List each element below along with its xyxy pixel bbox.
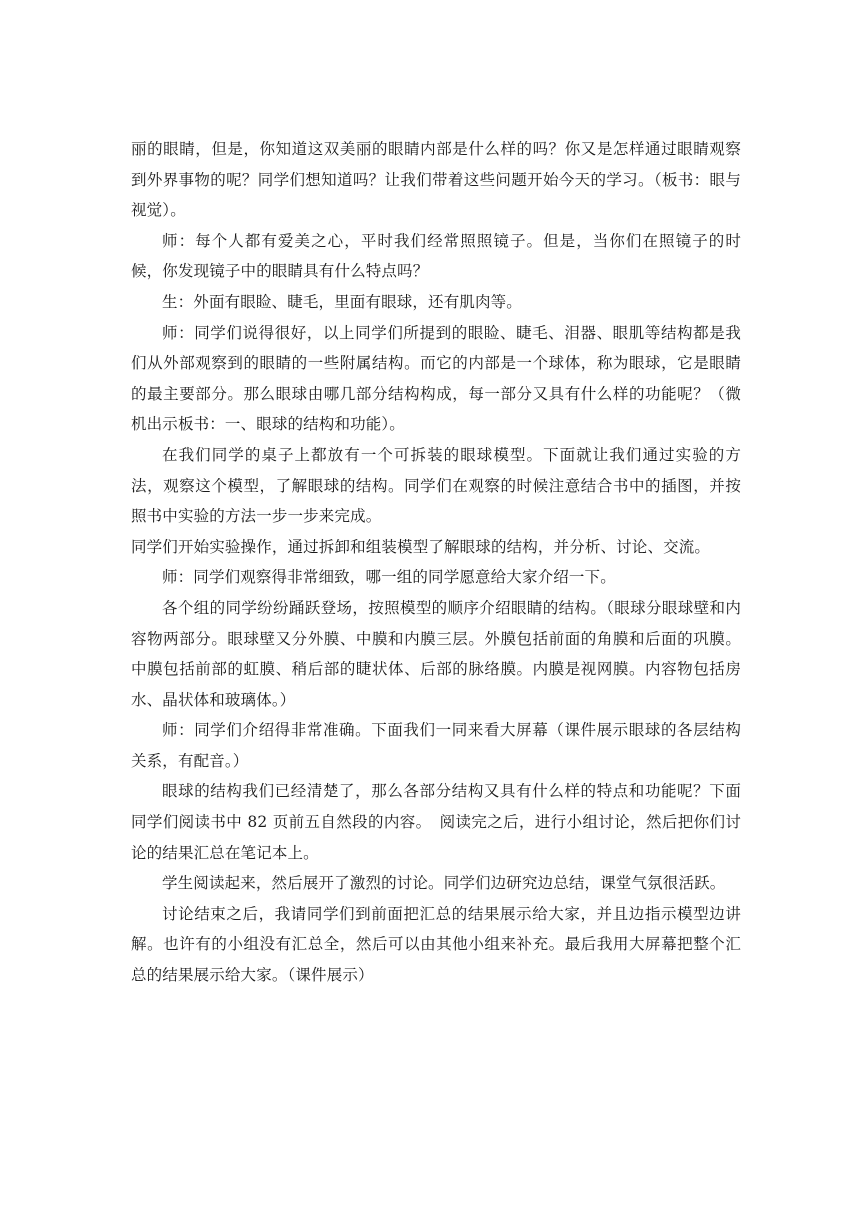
paragraph-9: 师：同学们介绍得非常准确。下面我们一同来看大屏幕（课件展示眼球的各层结构关系，有配音。） bbox=[131, 721, 741, 770]
paragraph-10: 眼球的结构我们已经清楚了，那么各部分结构又具有什么样的特点和功能呢？下面同学们阅读书中 82 页前五自然段的内容。 阅读完之后，进行小组讨论，然后把你们讨论的结果汇总在笔记本上。 bbox=[131, 782, 741, 862]
paragraph-8: 各个组的同学纷纷踊跃登场，按照模型的顺序介绍眼睛的结构。（眼球分眼球壁和内容物两部分。眼球壁又分外膜、中膜和内膜三层。外膜包括前面的角膜和后面的巩膜。中膜包括前部的虹膜、稍后部的睫状体、后部的脉络膜。内膜是视网膜。内容物包括房水、晶状体和玻璃体。） bbox=[131, 598, 741, 709]
paragraph-7: 师：同学们观察得非常细致，哪一组的同学愿意给大家介绍一下。 bbox=[162, 568, 616, 587]
paragraph-2: 师：每个人都有爱美之心，平时我们经常照照镜子。但是，当你们在照镜子的时候，你发现镜子中的眼睛具有什么特点吗？ bbox=[131, 231, 741, 281]
paragraph-1: 丽的眼睛，但是，你知道这双美丽的眼睛内部是什么样的吗？你又是怎样通过眼睛观察到外界事物的呢？同学们想知道吗？让我们带着这些问题开始今天的学习。（板书：眼与视觉）。 bbox=[131, 140, 741, 220]
document-page bbox=[131, 134, 741, 991]
paragraph-4: 师：同学们说得很好，以上同学们所提到的眼睑、睫毛、泪器、眼肌等结构都是我们从外部观察到的眼睛的一些附属结构。而它的内部是一个球体，称为眼球，它是眼睛的最主要部分。那么眼球由哪几部分结构构成，每一部分又具有什么样的功能呢？（微机出示板书：一、眼球的结构和功能）。 bbox=[131, 323, 741, 434]
paragraph-5: 在我们同学的桌子上都放有一个可拆装的眼球模型。下面就让我们通过实验的方法，观察这个模型，了解眼球的结构。同学们在观察的时候注意结合书中的插图，并按照书中实验的方法一步一步来完成。 bbox=[131, 445, 741, 526]
paragraph-6: 同学们开始实验操作，通过拆卸和组装模型了解眼球的结构，并分析、讨论、交流。 bbox=[131, 537, 711, 556]
paragraph-11: 学生阅读起来，然后展开了激烈的讨论。同学们边研究边总结，课堂气氛很活跃。 bbox=[162, 874, 726, 893]
paragraph-12: 讨论结束之后，我请同学们到前面把汇总的结果展示给大家，并且边指示模型边讲解。也许有的小组没有汇总全，然后可以由其他小组来补充。最后我用大屏幕把整个汇总的结果展示给大家。（课件展示） bbox=[131, 904, 741, 985]
paragraph-3: 生：外面有眼睑、睫毛，里面有眼球，还有肌肉等。 bbox=[162, 292, 522, 311]
